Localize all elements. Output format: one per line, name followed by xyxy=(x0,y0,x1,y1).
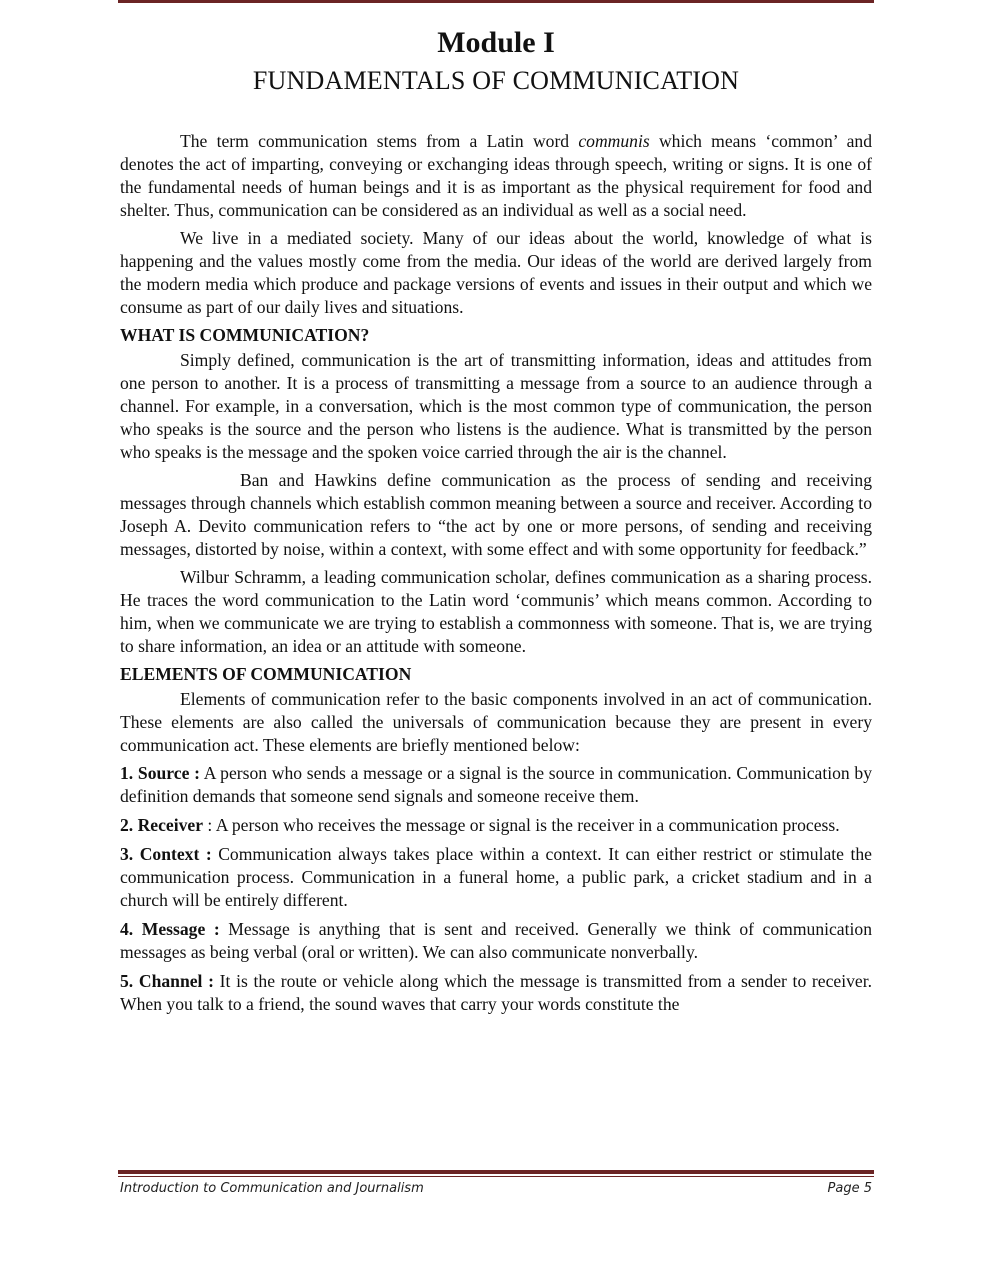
header-rule xyxy=(118,0,874,3)
list-item xyxy=(120,970,872,1016)
module-heading: Module I xyxy=(437,26,555,59)
paragraph-2: We live in a mediated society. Many of our ideas about the world, knowledge of what is happening and the values mostly come from the media. Our ideas of the world are derived largely from the modern media which produce and package versions of events and issues in their output and which we consume as part of our daily lives and situations. xyxy=(120,228,872,317)
item-text: Message is anything that is sent and received. Generally we think of communication messages as being verbal (oral or written). We can also communicate nonverbally. xyxy=(120,919,872,962)
item-text: It is the route or vehicle along which the message is transmitted from a sender to receiver. When you talk to a friend, the sound waves that carry your words constitute the xyxy=(120,971,872,1014)
page-title: FUNDAMENTALS OF COMMUNICATION xyxy=(252,66,740,95)
section-heading-what-is: WHAT IS COMMUNICATION? xyxy=(120,325,370,345)
body-content xyxy=(120,130,872,1022)
page-footer xyxy=(120,1181,872,1196)
paragraph-6: Elements of communication refer to the basic components involved in an act of communication. These elements are also called the universals of communication because they are present in every communication act. These elements are briefly mentioned below: xyxy=(120,689,872,755)
item-text: A person who sends a message or a signal is the source in communication. Communication by definition demands that someone send signals and someone receive them. xyxy=(120,763,873,806)
paragraph-1 xyxy=(120,130,872,222)
paragraph-3: Simply defined, communication is the art of transmitting information, ideas and attitudes from one person to another. It is a process of transmitting a message from a source to an audience through a channel. For example, in a conversation, which is the most common type of communication, the person who speaks is the source and the person who listens is the audience. What is transmitted by the person who speaks is the message and the spoken voice carried through the air is the channel. xyxy=(120,350,872,462)
item-text: : A person who receives the message or signal is the receiver in a communication process. xyxy=(203,815,840,835)
item-label: 3. Context : xyxy=(120,844,212,864)
list-item xyxy=(120,918,872,964)
item-label: 5. Channel : xyxy=(120,971,214,991)
latin-term: communis xyxy=(578,131,650,151)
list-item xyxy=(120,762,872,808)
item-label: 2. Receiver xyxy=(120,815,204,835)
section-heading-elements: ELEMENTS OF COMMUNICATION xyxy=(120,664,412,684)
item-label: 1. Source : xyxy=(120,763,200,783)
footer-rule xyxy=(118,1170,874,1174)
item-label: 4. Message : xyxy=(120,919,220,939)
footer-title: Introduction to Communication and Journalism xyxy=(120,1181,424,1196)
paragraph-4: Ban and Hawkins define communication as the process of sending and receiving messages through channels which establish common meaning between a source and receiver. According to Joseph A. Devito communication refers to “the act by one or more persons, of sending and receiving messages, distorted by noise, within a context, with some effect and with some opportunity for feedback.” xyxy=(120,470,872,559)
text: The term communication stems from a Latin word xyxy=(180,131,579,151)
item-text: Communication always takes place within a context. It can either restrict or stimulate the communication process. Communication in a funeral home, a public park, a cricket stadium and in a church will be entirely different. xyxy=(120,844,872,910)
text: which means ‘common’ and denotes the act of imparting, conveying or exchanging ideas through speech, writing or signs. It is one of the fundamental needs of human beings and it is as important as the physical requirement for food and shelter. Thus, communication can be considered as an individual as well as a social need. xyxy=(120,131,872,220)
list-item xyxy=(120,843,872,912)
footer-rule-thin xyxy=(118,1176,874,1177)
page-number: Page 5 xyxy=(827,1181,872,1196)
list-item xyxy=(120,814,872,837)
paragraph-5: Wilbur Schramm, a leading communication scholar, defines communication as a sharing process. He traces the word communication to the Latin word ‘communis’ which means common. According to him, when we communicate we are trying to establish a commonness with someone. That is, we are trying to share information, an idea or an attitude with someone. xyxy=(120,567,872,656)
